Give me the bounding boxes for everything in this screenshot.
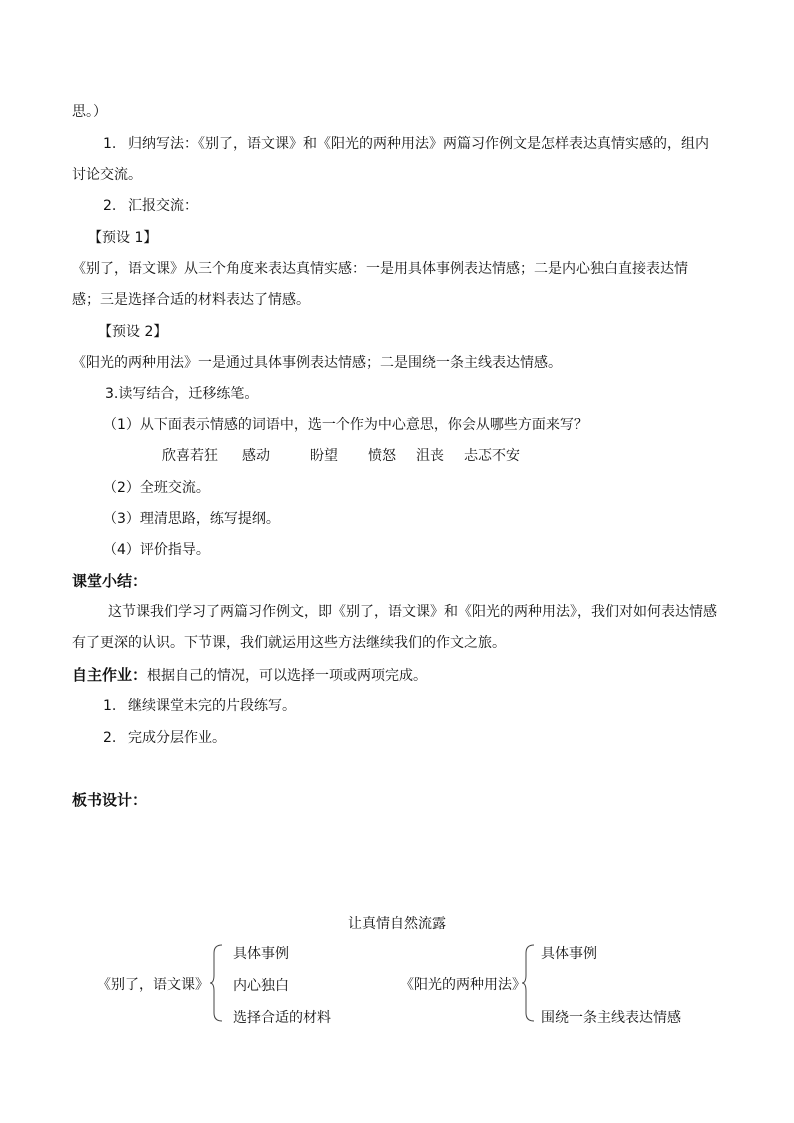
section-heading: 课堂小结：: [72, 572, 148, 590]
list-item: 继续课堂未完的片段练写。: [128, 698, 296, 714]
preset-label: 【预设 1】: [88, 230, 158, 246]
text-line: 有了更深的认识。下节课，我们就运用这些方法继续我们的作文之旅。: [72, 635, 506, 651]
section-heading: 自主作业：: [72, 666, 148, 684]
homework-intro: 根据自己的情况，可以选择一项或两项完成。: [147, 668, 428, 684]
board-left-label: 《别了，语文课》: [97, 977, 209, 993]
right-brace: [522, 943, 536, 1023]
board-left-item: 选择合适的材料: [233, 1010, 331, 1026]
emotion-word: 感动: [242, 448, 270, 464]
text-line: 讨论交流。: [72, 167, 142, 183]
text-line: 3.读写结合，迁移练笔。: [105, 386, 259, 402]
text-line: 感；三是选择合适的材料表达了情感。: [72, 292, 310, 308]
list-number: 1.: [103, 698, 117, 714]
emotion-word: 欣喜若狂: [162, 448, 218, 464]
board-title: 让真情自然流露: [348, 916, 446, 932]
text-line: 《阳光的两种用法》一是通过具体事例表达情感；二是围绕一条主线表达情感。: [72, 355, 562, 371]
preset-label: 【预设 2】: [98, 324, 168, 340]
text-line: （3）理清思路，练写提纲。: [103, 511, 280, 527]
emotion-word-list: [162, 446, 520, 466]
emotion-word: 忐忑不安: [464, 448, 520, 464]
list-number: 2.: [103, 730, 117, 746]
text-line: 《别了，语文课》从三个角度来表达真情实感：一是用具体事例表达情感；二是内心独白直接表达情: [72, 261, 688, 277]
list-number: 1.: [103, 136, 117, 152]
text-line: 汇报交流：: [128, 198, 198, 214]
text-line: 思。）: [72, 104, 107, 120]
emotion-word: 盼望: [310, 448, 338, 464]
board-left-item: 内心独白: [233, 978, 289, 994]
board-left-item: 具体事例: [233, 946, 289, 962]
text-line: （2）全班交流。: [103, 480, 210, 496]
left-brace: [210, 943, 224, 1023]
board-right-item: 具体事例: [541, 946, 597, 962]
list-number: 2.: [103, 198, 117, 214]
text-line: 归纳写法：《别了，语文课》和《阳光的两种用法》两篇习作例文是怎样表达真情实感的，组内: [128, 136, 709, 152]
list-item: 完成分层作业。: [128, 730, 226, 746]
emotion-word: 愤怒: [368, 448, 396, 464]
homework-line: [72, 665, 427, 686]
emotion-word: 沮丧: [416, 448, 444, 464]
text-line: （4）评价指导。: [103, 542, 210, 558]
section-heading: 板书设计：: [72, 791, 148, 809]
text-line: 这节课我们学习了两篇习作例文，即《别了，语文课》和《阳光的两种用法》，我们对如何表达情感: [108, 604, 717, 620]
board-right-label: 《阳光的两种用法》: [400, 977, 526, 993]
board-right-item: 围绕一条主线表达情感: [541, 1010, 681, 1026]
text-line: （1）从下面表示情感的词语中，选一个作为中心意思，你会从哪些方面来写？: [103, 417, 588, 433]
